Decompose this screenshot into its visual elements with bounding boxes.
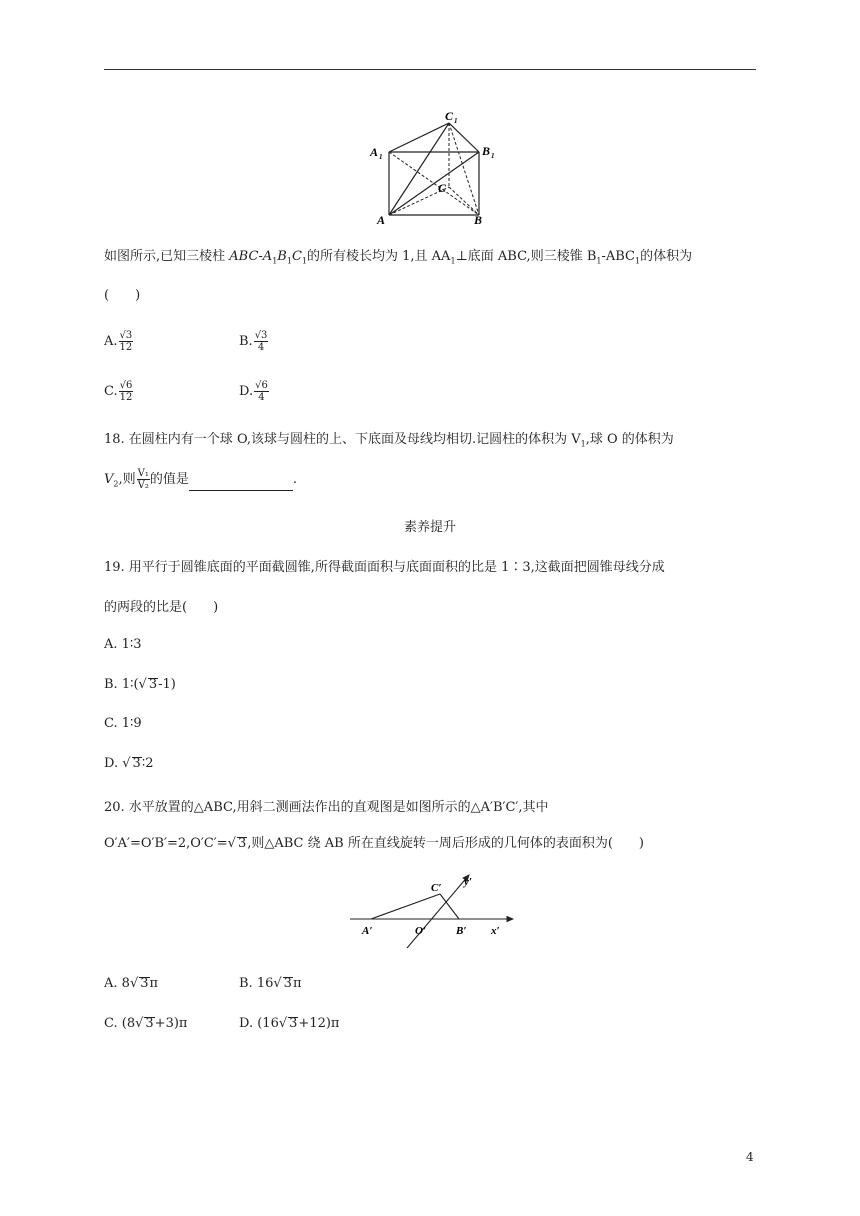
label-a1-sub: 1: [379, 153, 383, 161]
q19-option-a: A. 1∶3: [104, 637, 142, 652]
label-a: A: [377, 213, 386, 227]
q17-stem: 如图所示,已知三棱柱 ABC-$A_1B_1C_1$的所有棱长均为 1,且 $AA_1\perp$底面 ABC,则三棱锥 $B_1-ABC_1$的体积为: [104, 249, 693, 266]
label-c1-sub: 1: [454, 117, 458, 125]
q18-line2: $V_2$,则 $\frac{\text{V₁}}{\text{V₂}}$ 的值是 .: [104, 468, 298, 491]
q17-option-b: B. $\frac{√3}{4}$: [239, 330, 268, 353]
q18-line1: 18. 在圆柱内有一个球 O,该球与圆柱的上、下底面及母线均相切.记圆柱的体积为 $V_1$,球 O 的体积为: [104, 432, 674, 449]
prism-figure: [368, 108, 498, 228]
label-a1: A: [370, 145, 379, 159]
q17-option-a: A. $\frac{√3}{12}$: [104, 330, 133, 353]
segment-ac: [371, 894, 440, 919]
label-b1-sub: 1: [491, 152, 495, 160]
q20-line2: O′A′=O′B′=2,O′C′=√ 3,则△ABC 绕 AB 所在直线旋转一周后形成的几何体的表面积为( ): [104, 836, 644, 851]
label-a-prime: A′: [362, 925, 373, 937]
q17-answer-paren: ( ): [104, 288, 141, 303]
header-rule: [104, 69, 756, 70]
section-title: 素养提升: [403, 520, 456, 535]
oblique-figure: [345, 868, 525, 950]
page-number: 4: [746, 1150, 754, 1164]
label-b: B: [474, 213, 483, 227]
label-x-prime: x′: [491, 925, 500, 937]
q20-option-c: C. (8√ 3+3)π: [104, 1016, 188, 1031]
label-b1: B: [482, 144, 491, 158]
label-c: C: [438, 181, 447, 195]
label-c1: C: [445, 109, 454, 123]
label-b-prime: B′: [456, 925, 467, 937]
edge-ac1: [389, 123, 449, 215]
q19-option-d: D. √ 3∶2: [104, 756, 154, 771]
q20-line1: 20. 水平放置的△ABC,用斜二测画法作出的直观图是如图所示的△A′B′C′,其中: [104, 800, 549, 815]
q20-option-d: D. (16√ 3+12)π: [239, 1016, 340, 1031]
q17-option-d: D. $\frac{√6}{4}$: [239, 380, 268, 403]
q19-line2: 的两段的比是( ): [104, 600, 219, 615]
q19-line1: 19. 用平行于圆锥底面的平面截圆锥,所得截面面积与底面面积的比是 1∶3,这截面把圆锥母线分成: [104, 560, 665, 575]
label-o-prime: O′: [415, 925, 427, 937]
label-y-prime: y′: [464, 876, 472, 888]
q17-option-c: C. $\frac{√6}{12}$: [104, 380, 133, 403]
q20-option-b: B. 16√ 3π: [239, 976, 302, 991]
q18-answer-blank: [189, 476, 293, 491]
q19-option-c: C. 1∶9: [104, 716, 142, 731]
label-c-prime: C′: [431, 882, 442, 894]
q19-option-b: B. 1∶(√ 3-1): [104, 677, 176, 692]
q20-option-a: A. 8√ 3π: [104, 976, 159, 991]
